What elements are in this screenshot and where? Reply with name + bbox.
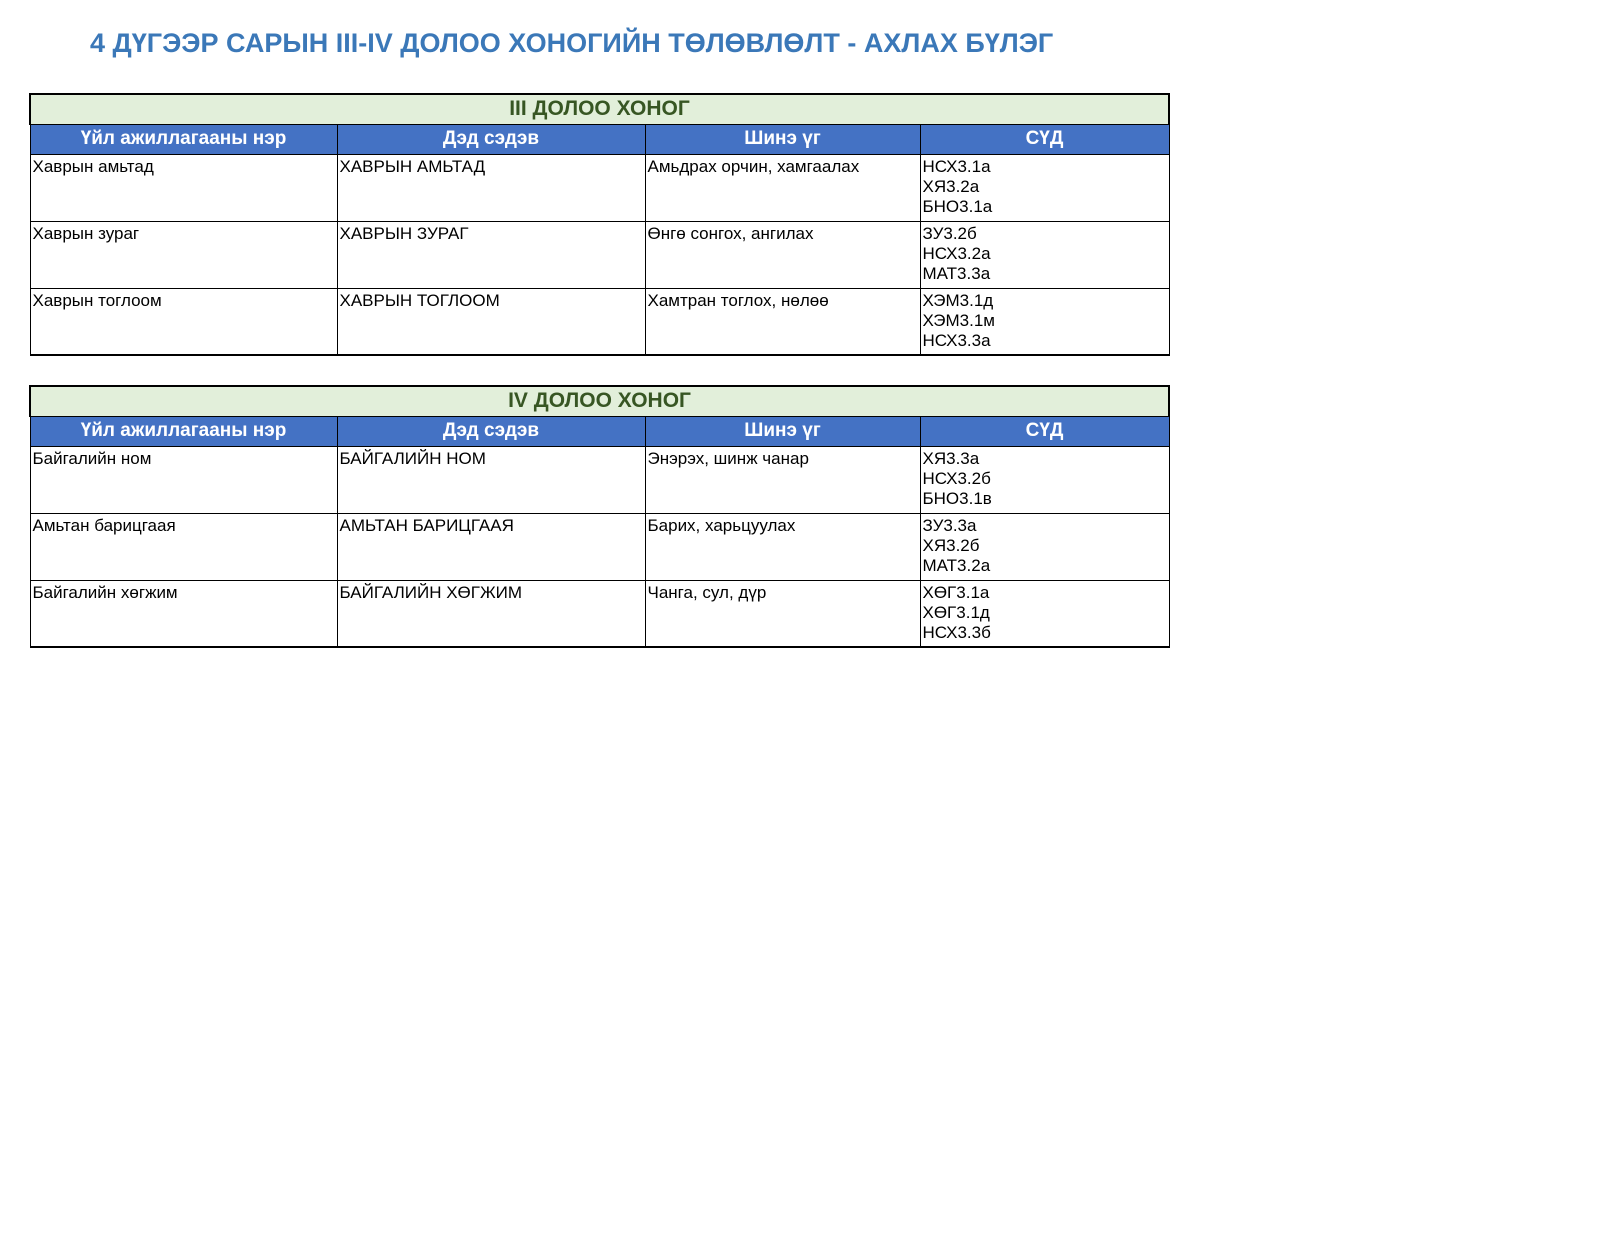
cell-new-words: Энэрэх, шинж чанар	[645, 446, 920, 513]
code-item: БНО3.1в	[922, 488, 992, 508]
table-row	[30, 288, 1169, 355]
cell-new-words: Өнгө сонгох, ангилах	[645, 221, 920, 288]
cell-subtopic: БАЙГАЛИЙН НОМ	[337, 446, 645, 513]
cell-subtopic: ХАВРЫН ТОГЛООМ	[337, 288, 645, 355]
code-item: ХӨГ3.1д	[922, 602, 990, 622]
code-item: МАТ3.3а	[922, 263, 991, 283]
cell-new-words: Барих, харьцуулах	[645, 513, 920, 580]
cell-activity: Амьтан барицгаая	[30, 513, 337, 580]
cell-codes	[920, 580, 1169, 647]
cell-subtopic: БАЙГАЛИЙН ХӨГЖИМ	[337, 580, 645, 647]
cell-new-words: Чанга, сул, дүр	[645, 580, 920, 647]
code-item: НСХ3.3б	[922, 622, 991, 642]
cell-subtopic: ХАВРЫН АМЬТАД	[337, 154, 645, 221]
code-item: ХЯ3.2а	[922, 176, 980, 196]
cell-codes	[920, 288, 1169, 355]
cell-activity: Хаврын зураг	[30, 221, 337, 288]
column-header-activity: Үйл ажиллагааны нэр	[30, 416, 337, 446]
cell-activity: Байгалийн хөгжим	[30, 580, 337, 647]
cell-activity: Хаврын тоглоом	[30, 288, 337, 355]
week-title: III ДОЛОО ХОНОГ	[30, 94, 1169, 124]
code-item: НСХ3.2б	[922, 468, 991, 488]
week-table-iv	[29, 385, 1170, 648]
code-item: МАТ3.2а	[922, 555, 991, 575]
code-item: НСХ3.2а	[922, 243, 991, 263]
week-table-iii	[29, 93, 1170, 356]
code-item: НСХ3.1а	[922, 156, 991, 176]
cell-codes	[920, 154, 1169, 221]
code-item: ХЯ3.2б	[922, 535, 980, 555]
column-header-codes: СҮД	[920, 124, 1169, 154]
column-header-activity: Үйл ажиллагааны нэр	[30, 124, 337, 154]
code-item: ХЭМ3.1м	[922, 310, 995, 330]
code-item: ХЯ3.3а	[922, 448, 980, 468]
code-item: БНО3.1а	[922, 196, 993, 216]
column-header-new-words: Шинэ үг	[645, 416, 920, 446]
column-header-subtopic: Дэд сэдэв	[337, 416, 645, 446]
cell-subtopic: АМЬТАН БАРИЦГААЯ	[337, 513, 645, 580]
table-row	[30, 221, 1169, 288]
cell-codes	[920, 513, 1169, 580]
cell-codes	[920, 221, 1169, 288]
cell-new-words: Амьдрах орчин, хамгаалах	[645, 154, 920, 221]
column-header-row	[30, 416, 1169, 446]
column-header-new-words: Шинэ үг	[645, 124, 920, 154]
code-item: ЗУ3.3а	[922, 515, 977, 535]
cell-codes	[920, 446, 1169, 513]
week-title: IV ДОЛОО ХОНОГ	[30, 386, 1169, 416]
table-row	[30, 580, 1169, 647]
code-item: ХӨГ3.1а	[922, 582, 990, 602]
column-header-codes: СҮД	[920, 416, 1169, 446]
code-item: НСХ3.3а	[922, 330, 991, 350]
page-title: 4 ДҮГЭЭР САРЫН III-IV ДОЛОО ХОНОГИЙН ТӨЛӨВЛӨЛТ - АХЛАХ БҮЛЭГ	[90, 28, 1054, 58]
table-row	[30, 154, 1169, 221]
column-header-row	[30, 124, 1169, 154]
table-row	[30, 446, 1169, 513]
table-row	[30, 513, 1169, 580]
code-item: ХЭМ3.1д	[922, 290, 994, 310]
cell-subtopic: ХАВРЫН ЗУРАГ	[337, 221, 645, 288]
cell-activity: Хаврын амьтад	[30, 154, 337, 221]
cell-activity: Байгалийн ном	[30, 446, 337, 513]
cell-new-words: Хамтран тоглох, нөлөө	[645, 288, 920, 355]
code-item: ЗУ3.2б	[922, 223, 977, 243]
column-header-subtopic: Дэд сэдэв	[337, 124, 645, 154]
